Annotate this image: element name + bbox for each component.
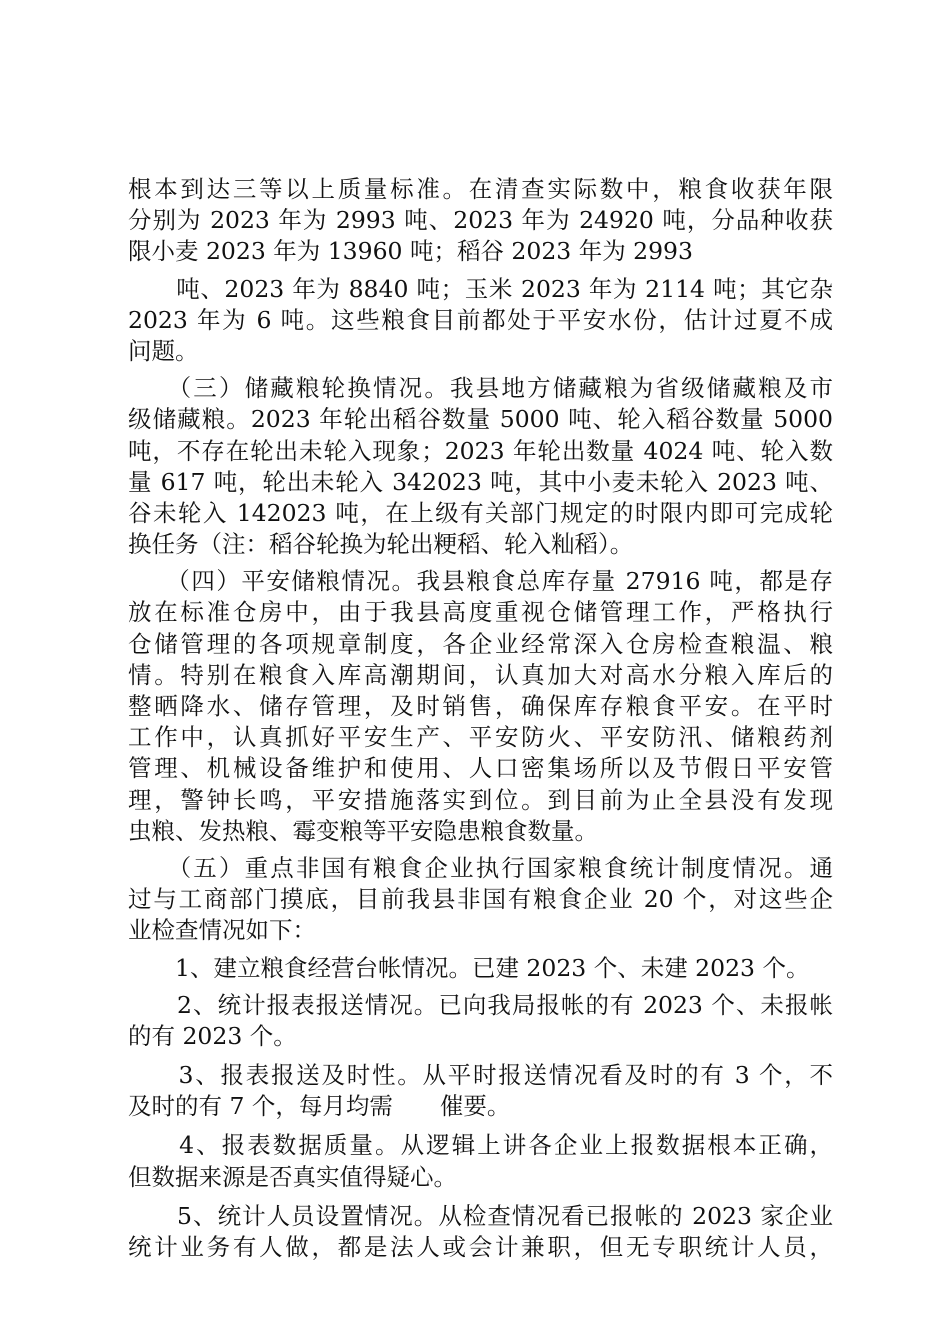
text-line: 换任务（注：稻谷轮换为轮出粳稻、轮入籼稻）。 <box>128 530 634 559</box>
text-line: 理，警钟长鸣，平安措施落实到位。到目前为止全县没有发现 <box>128 785 833 814</box>
text-line: 2023 年为 6 吨。这些粮食目前都处于平安水份，估计过夏不成 <box>128 305 833 334</box>
text-line: 5、统计人员设置情况。从检查情况看已报帐的 2023 家企业 <box>128 1201 833 1230</box>
text-line: （三）储藏粮轮换情况。我县地方储藏粮为省级储藏粮及市 <box>128 374 833 403</box>
text-line: 4、报表数据质量。从逻辑上讲各企业上报数据根本正确， <box>128 1131 833 1160</box>
text-line: 统计业务有人做，都是法人或会计兼职，但无专职统计人员， <box>128 1233 833 1261</box>
text-line: 3、报表报送及时性。从平时报送情况看及时的有 3 个，不 <box>128 1061 833 1090</box>
text-line: 量 617 吨，轮出未轮入 342023 吨，其中小麦未轮入 2023 吨、 <box>128 467 833 496</box>
text-line: 谷未轮入 142023 吨，在上级有关部门规定的时限内即可完成轮 <box>128 498 833 527</box>
text-line: 但数据来源是否真实值得疑心。 <box>128 1162 457 1191</box>
text-line: 业检查情况如下： <box>128 916 316 945</box>
text-line: 吨，不存在轮出未轮入现象；2023 年轮出数量 4024 吨、轮入数 <box>128 436 833 465</box>
text-line: （四）平安储粮情况。我县粮食总库存量 27916 吨，都是存 <box>128 567 833 596</box>
text-line: 虫粮、发热粮、霉变粮等平安隐患粮食数量。 <box>128 816 598 845</box>
text-line: 级储藏粮。2023 年轮出稻谷数量 5000 吨、轮入稻谷数量 5000 <box>128 405 833 434</box>
text-line: （五）重点非国有粮食企业执行国家粮食统计制度情况。通 <box>128 853 833 882</box>
text-line: 过与工商部门摸底，目前我县非国有粮食企业 20 个，对这些企 <box>128 885 833 914</box>
text-line: 仓储管理的各项规章制度，各企业经常深入仓房检查粮温、粮 <box>128 629 833 658</box>
text-line: 情。特别在粮食入库高潮期间，认真加大对高水分粮入库后的 <box>128 660 833 689</box>
text-line: 根本到达三等以上质量标准。在清查实际数中，粮食收获年限 <box>128 175 833 203</box>
text-line: 吨、2023 年为 8840 吨；玉米 2023 年为 2114 吨；其它杂 <box>176 274 833 303</box>
text-line: 2、统计报表报送情况。已向我局报帐的有 2023 个、未报帐 <box>128 990 833 1019</box>
body-text <box>128 174 833 1263</box>
text-line: 工作中，认真抓好平安生产、平安防火、平安防汛、储粮药剂 <box>128 723 833 752</box>
text-line: 问题。 <box>128 336 199 365</box>
text-line: 整晒降水、储存管理，及时销售，确保库存粮食平安。在平时 <box>128 692 833 720</box>
text-line: 管理、机械设备维护和使用、人口密集场所以及节假日平安管 <box>128 754 833 783</box>
text-line: 放在标准仓房中，由于我县高度重视仓储管理工作，严格执行 <box>128 598 833 627</box>
text-line: 分别为 2023 年为 2993 吨、2023 年为 24920 吨，分品种收获 <box>128 206 833 235</box>
text-line: 1、建立粮食经营台帐情况。已建 2023 个、未建 2023 个。 <box>128 953 810 982</box>
text-line: 及时的有 7 个，每月均需 催要。 <box>128 1092 511 1121</box>
text-line: 限小麦 2023 年为 13960 吨；稻谷 2023 年为 2993 <box>128 237 693 266</box>
text-line: 的有 2023 个。 <box>128 1021 297 1050</box>
